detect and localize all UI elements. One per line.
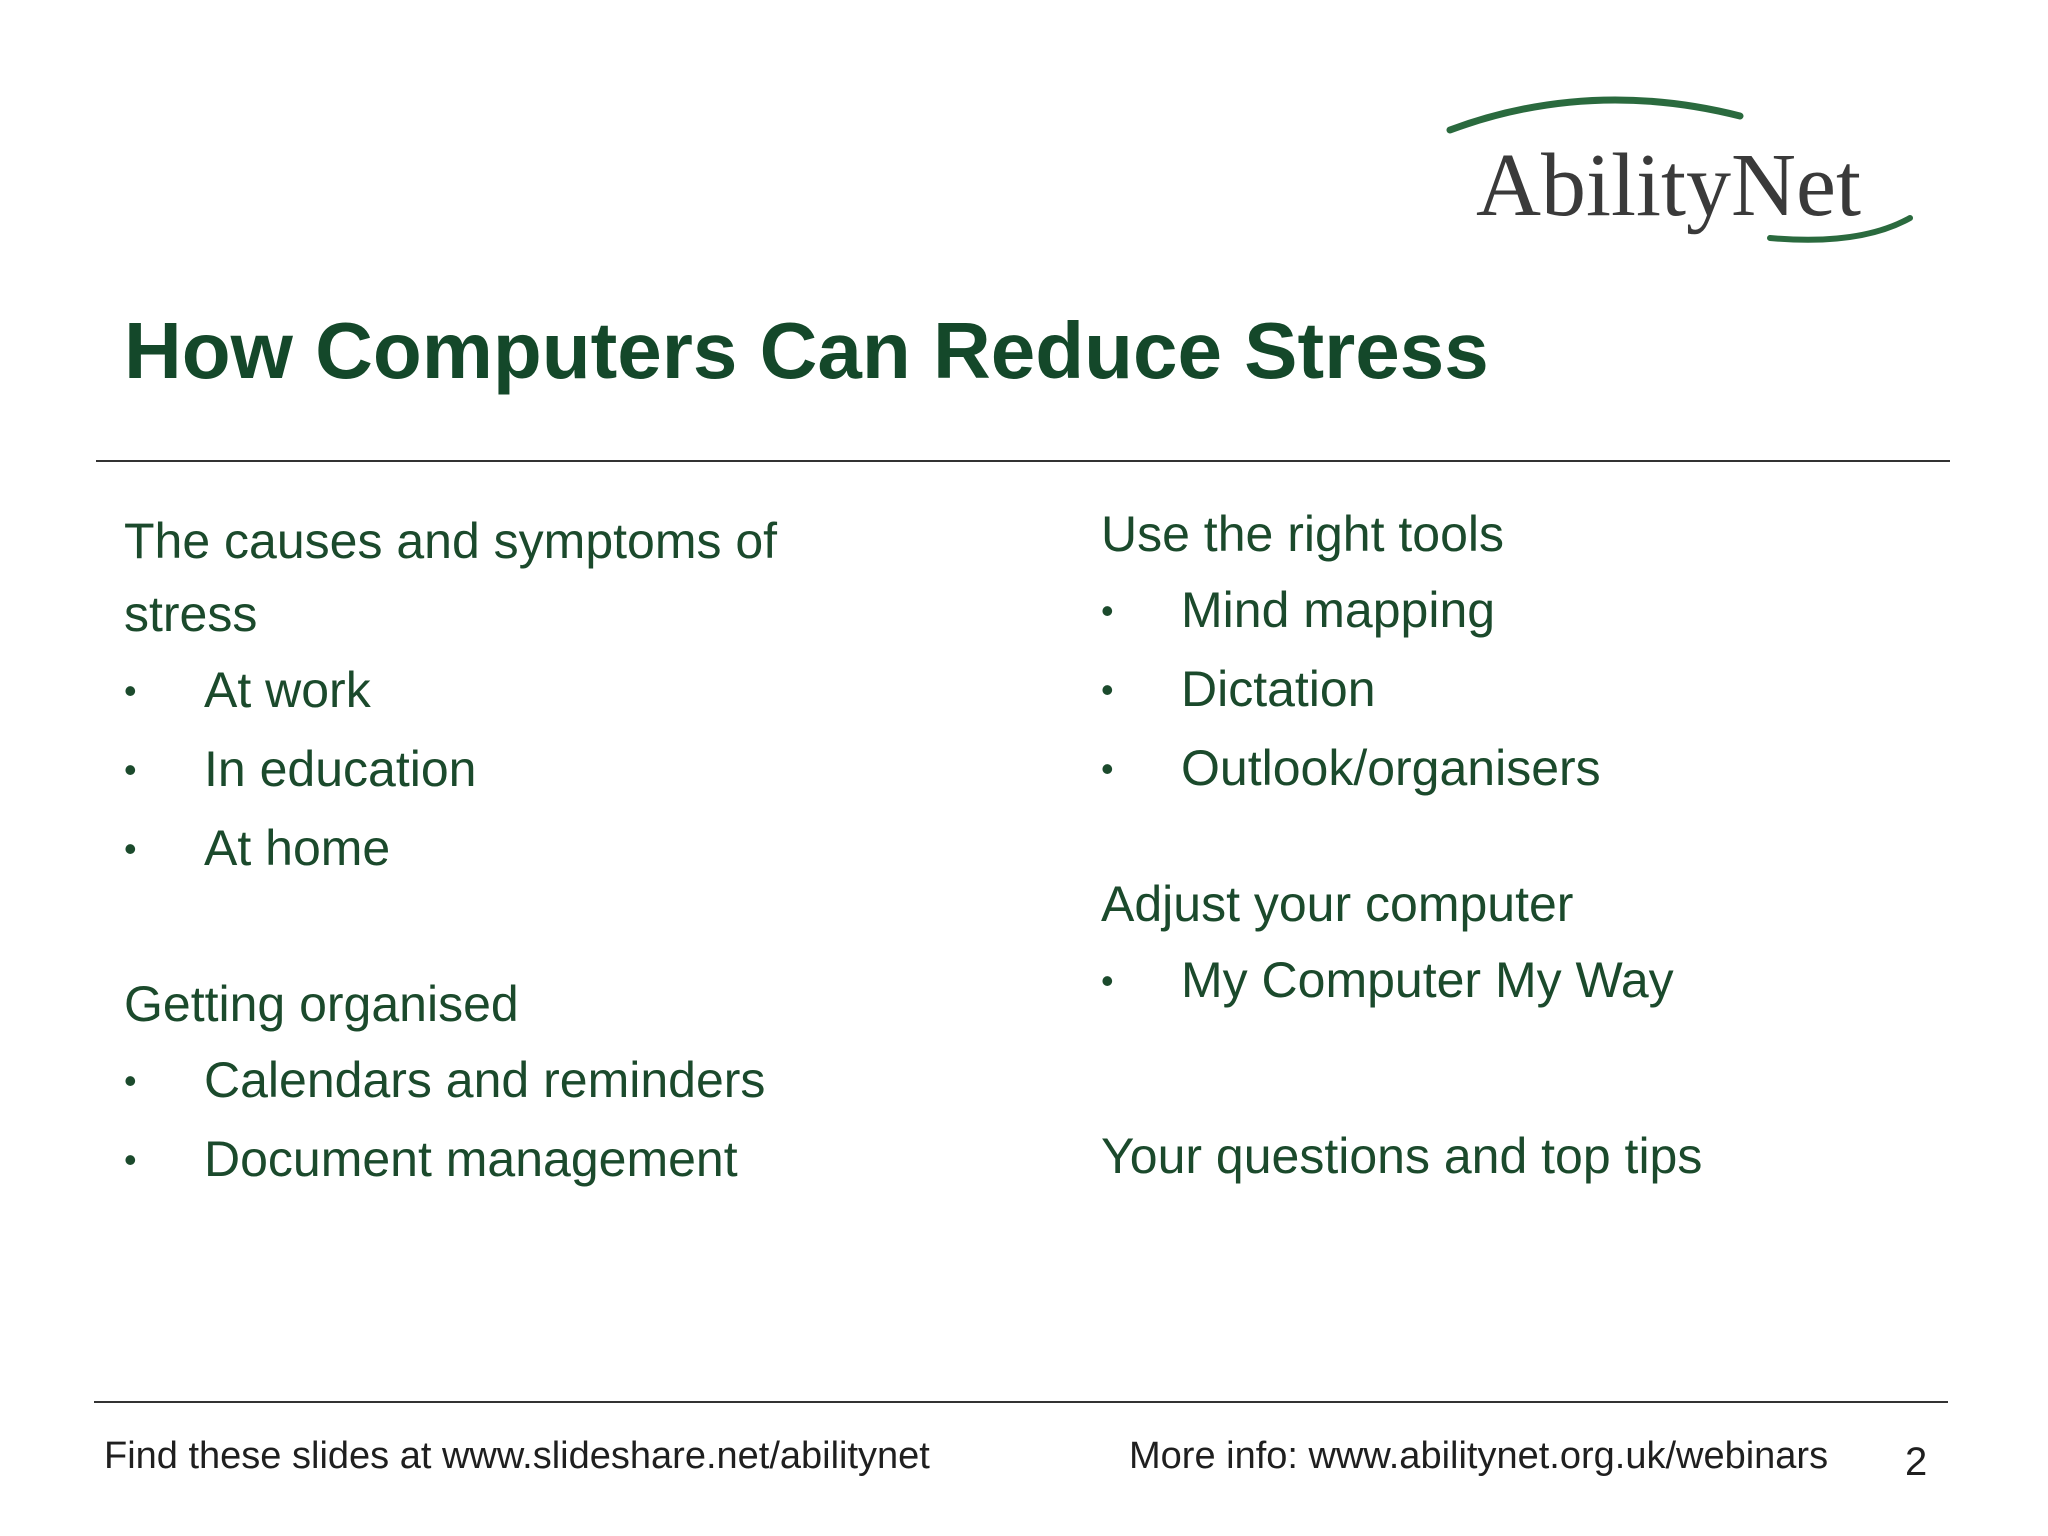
list-item: • Outlook/organisers bbox=[1101, 729, 1921, 808]
left-column bbox=[124, 505, 824, 1199]
bullet-list-adjust bbox=[1101, 941, 1921, 1020]
bullet-icon: • bbox=[1101, 669, 1114, 710]
page-title: How Computers Can Reduce Stress bbox=[124, 306, 1489, 395]
bullet-icon: • bbox=[1101, 960, 1114, 1001]
bullet-icon: • bbox=[124, 1060, 137, 1101]
logo-text: AbilityNet bbox=[1476, 136, 1861, 235]
footer-divider bbox=[94, 1401, 1948, 1403]
section-heading-adjust: Adjust your computer bbox=[1101, 876, 1574, 932]
bullet-list-tools bbox=[1101, 571, 1921, 808]
right-column bbox=[1101, 498, 1921, 1193]
page-number: 2 bbox=[1905, 1440, 1928, 1484]
footer-info-link[interactable]: More info: www.abilitynet.org.uk/webinars bbox=[1129, 1435, 1829, 1477]
bullet-list-organised bbox=[124, 1041, 824, 1199]
title-divider bbox=[96, 460, 1950, 462]
section-heading-questions: Your questions and top tips bbox=[1101, 1128, 1703, 1184]
list-item: • Calendars and reminders bbox=[124, 1041, 824, 1120]
list-item: • At home bbox=[124, 809, 824, 888]
section-heading-tools: Use the right tools bbox=[1101, 506, 1504, 562]
section-heading-organised: Getting organised bbox=[124, 976, 519, 1032]
list-item: • My Computer My Way bbox=[1101, 941, 1921, 1020]
bullet-list-causes bbox=[124, 651, 824, 888]
bullet-icon: • bbox=[124, 1139, 137, 1180]
bullet-icon: • bbox=[124, 749, 137, 790]
list-item: • Mind mapping bbox=[1101, 571, 1921, 650]
list-item: • Document management bbox=[124, 1120, 824, 1199]
abilitynet-logo bbox=[1440, 88, 1920, 258]
list-item: • Dictation bbox=[1101, 650, 1921, 729]
footer-slides-link[interactable]: Find these slides at www.slideshare.net/abilitynet bbox=[104, 1435, 930, 1477]
bullet-icon: • bbox=[124, 670, 137, 711]
bullet-icon: • bbox=[1101, 590, 1114, 631]
list-item: • At work bbox=[124, 651, 824, 730]
bullet-icon: • bbox=[124, 828, 137, 869]
list-item: • In education bbox=[124, 730, 824, 809]
bullet-icon: • bbox=[1101, 748, 1114, 789]
section-heading-causes: The causes and symptoms of stress bbox=[124, 513, 778, 642]
